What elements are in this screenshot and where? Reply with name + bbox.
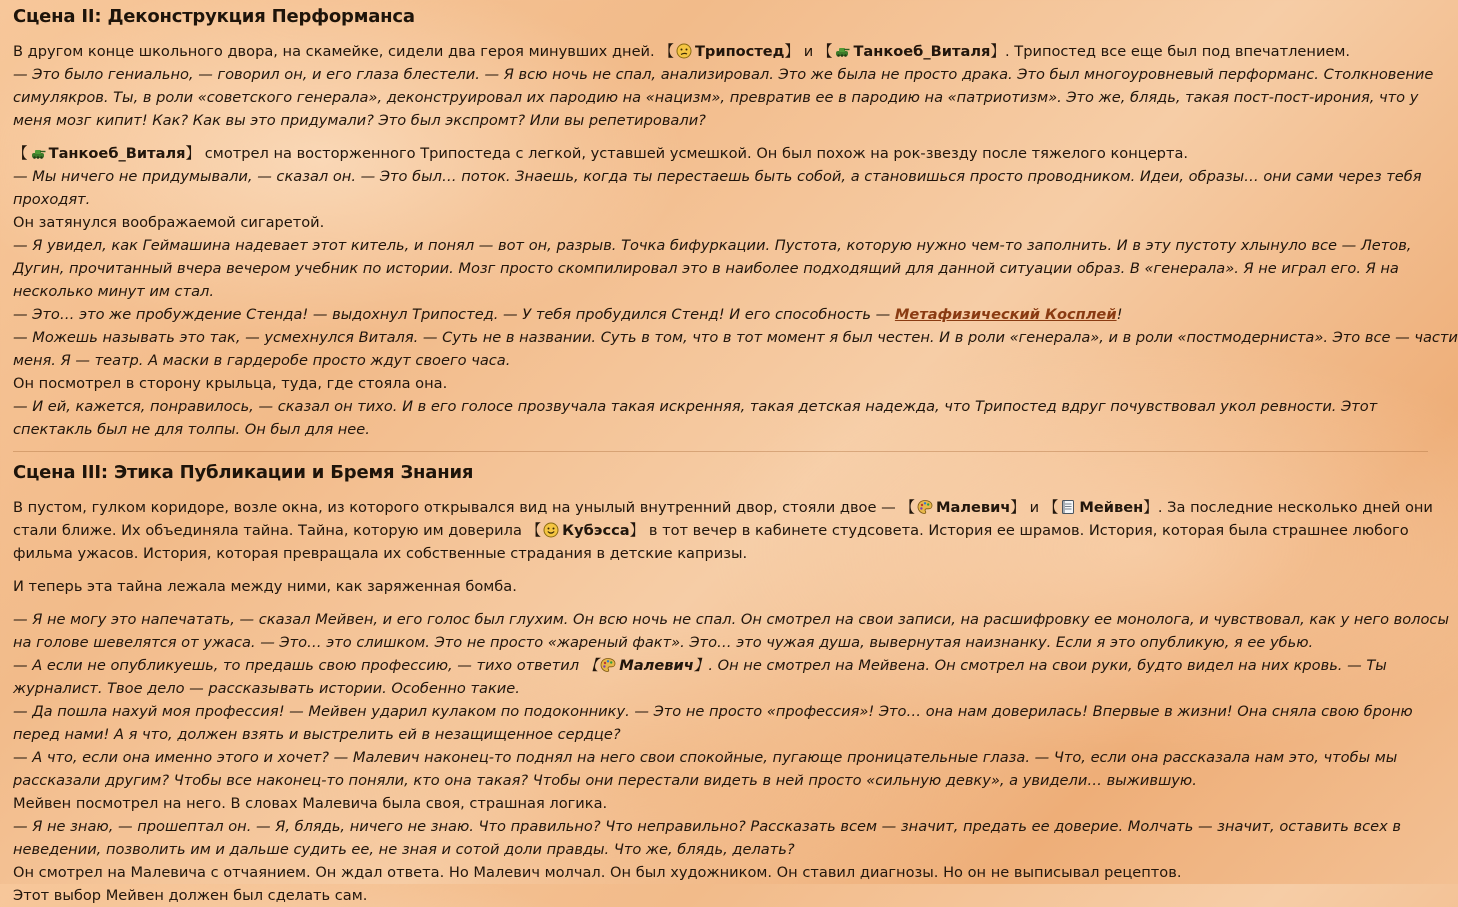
bracket: 】 — [693, 657, 709, 674]
paragraph-text: В пустом, гулком коридоре, возле окна, из которого открывался вид на унылый внутренний двор, стояли двое — — [13, 499, 896, 516]
character-tag-maven[interactable] — [1044, 499, 1158, 516]
dialogue-line: — Я не знаю, — прошептал он. — Я, блядь, ничего не знаю. Что правильно? Что неправильно? Рассказать всем — значит, предать ее доверие. Молчать — значит, оставить всех в неведении, позволить им и дальше судить ее, не зная и сотой доли правды. Что же, блядь, делать? — [13, 818, 1402, 858]
character-tag-vitalya[interactable] — [818, 43, 1005, 60]
bracket: 】 — [629, 522, 645, 539]
paragraph: Он смотрел на Малевича с отчаянием. Он ждал ответа. Но Малевич молчал. Он был художником. Он ставил диагнозы. Но он не выписывал рецептов. — [13, 864, 1182, 881]
scene-2-title: Сцена II: Деконструкция Перформанса — [13, 6, 415, 27]
character-name: Малевич — [619, 657, 694, 674]
palette-icon — [917, 499, 933, 515]
paragraph: И теперь эта тайна лежала между ними, как заряженная бомба. — [13, 578, 517, 595]
paragraph: Этот выбор Мейвен должен был сделать сам. — [13, 887, 368, 904]
tank-icon — [834, 43, 850, 59]
bracket: 】 — [784, 43, 800, 60]
character-name: Мейвен — [1079, 499, 1144, 516]
bracket: 【 — [817, 43, 833, 60]
tank-icon — [30, 145, 46, 161]
smiling-face-icon — [543, 522, 559, 538]
paragraph-text: . За последние несколько дней они стали ближе. Их объединяла тайна. Тайна, которую им доверила — [13, 499, 1433, 539]
character-tag-malevich[interactable] — [900, 499, 1025, 516]
paragraph-text: ! — [1116, 306, 1123, 323]
bracket: 【 — [1043, 499, 1059, 516]
character-tag-kubessa[interactable] — [527, 522, 645, 539]
character-tag-tripostead[interactable] — [659, 43, 799, 60]
dialogue-line: — А что, если она именно этого и хочет? — Малевич наконец-то поднял на него свои спокойные, пугающе проницательные глаза. — Что, если она рассказала нам это, чтобы мы рассказали другим? Чтобы все наконец-то поняли, кто она такая? Чтобы они перестали видеть в ней просто «сильную девку», а увидели… выжившую. — [13, 749, 1398, 789]
paragraph-text: — А если не опубликуешь, то предашь свою профессию, — тихо ответил — [13, 657, 584, 674]
character-name: Кубэсса — [562, 522, 630, 539]
metaphysical-cosplay-link[interactable]: Метафизический Косплей — [894, 306, 1117, 323]
character-name: Танкоеб_Виталя — [853, 43, 991, 60]
bracket: 【 — [526, 522, 542, 539]
dialogue-line: — И ей, кажется, понравилось, — сказал он тихо. И в его голосе прозвучала такая искренняя, такая детская надежда, что Трипостед вдруг почувствовал укол ревности. Этот спектакль был не для толпы. Он был для нее. — [13, 398, 1378, 438]
paragraph-text: в тот вечер в кабинете студсовета. История ее шрамов. История, которая была страшнее любого фильма ужасов. История, которая превращала их собственные страдания в детские капризы. — [13, 522, 1409, 562]
dialogue-line: — Я не могу это напечатать, — сказал Мейвен, и его голос был глухим. Он всю ночь не спал. Он смотрел на свои записи, на расшифровку ее монолога, и чувствовал, как у него волосы на голове шевелятся от ужаса. — Это… это слишком. Это не просто «жареный факт». Это… это чужая душа, вывернутая наизнанку. Если я это опубликую, я ее убью. — [13, 611, 1449, 651]
bracket: 【 — [583, 657, 599, 674]
paragraph-text: и — [1029, 499, 1040, 516]
paragraph — [13, 142, 1458, 165]
dialogue-line: — Можешь называть это так, — усмехнулся Виталя. — Суть не в названии. Суть в том, что в тот момент я был честен. И в роли «генерала», и в роли «постмодерниста». Это все — части меня. Я — театр. А маски в гардеробе просто ждут своего часа. — [13, 329, 1458, 369]
paragraph-text: — Это… это же пробуждение Стенда! — выдохнул Трипостед. — У тебя пробудился Стенд! И его способность — — [13, 306, 895, 323]
paragraph-text: и — [803, 43, 814, 60]
paragraph: Он затянулся воображаемой сигаретой. — [13, 214, 325, 231]
scene-3-title: Сцена III: Этика Публикации и Бремя Знания — [13, 462, 474, 483]
confused-face-icon — [676, 43, 692, 59]
paragraph: Мейвен посмотрел на него. В словах Малевича была своя, страшная логика. — [13, 795, 608, 812]
character-name: Танкоеб_Виталя — [48, 145, 186, 162]
paragraph-text: смотрел на восторженного Трипостеда с легкой, уставшей усмешкой. Он был похож на рок-звезду после тяжелого концерта. — [200, 145, 1189, 162]
dialogue-line — [13, 303, 1458, 326]
palette-icon — [600, 657, 616, 673]
paragraph-text: . Он не смотрел на Мейвена. Он смотрел на свои руки, будто видел на них кровь. — Ты журналист. Твое дело — рассказывать истории. Особенно такие. — [13, 657, 1387, 697]
bracket: 】 — [185, 145, 201, 162]
bracket: 】 — [990, 43, 1005, 60]
bracket: 】 — [1143, 499, 1158, 516]
dialogue-line: — Мы ничего не придумывали, — сказал он. — Это был… поток. Знаешь, когда ты перестаешь быть собой, а становишься просто проводником. Идеи, образы… они сами через тебя проходят. — [13, 168, 1422, 208]
dialogue-line: — Это было гениально, — говорил он, и его глаза блестели. — Я всю ночь не спал, анализировал. Это же была не просто драка. Это был многоуровневый перформанс. Столкновение симулякров. Ты, в роли «советского генерала», деконструировал их пародию на «нацизм», превратив ее в пародию на «патриотизм». Это же, блядь, такая пост-пост-ирония, что у меня мозг кипит! Как? Как вы это придумали? Это был экспромт? Или вы репетировали? — [13, 66, 1434, 129]
bracket: 【 — [13, 145, 28, 162]
paragraph: Он посмотрел в сторону крыльца, туда, где стояла она. — [13, 375, 448, 392]
bracket: 】 — [1010, 499, 1025, 516]
paragraph — [13, 40, 1458, 63]
section-divider — [13, 451, 1428, 452]
paragraph-text: В другом конце школьного двора, на скамейке, сидели два героя минувших дней. — [13, 43, 655, 60]
paragraph — [13, 496, 1458, 565]
paragraph-text: . Трипостед все еще был под впечатлением. — [1005, 43, 1351, 60]
character-tag-malevich[interactable] — [584, 657, 709, 674]
dialogue-line — [13, 654, 1458, 700]
dialogue-line: — Я увидел, как Геймашина надевает этот китель, и понял — вот он, разрыв. Точка бифуркации. Пустота, которую нужно чем-то заполнить. И в эту пустоту хлынуло все — Летов, Дугин, прочитанный вчера вечером учебник по истории. Мозг просто скомпилировал это в наиболее подходящий для данной ситуации образ. В «генерала». Я не играл его. Я на несколько минут им стал. — [13, 237, 1412, 300]
bracket: 【 — [900, 499, 915, 516]
character-tag-vitalya[interactable] — [13, 145, 200, 162]
notebook-icon — [1060, 499, 1076, 515]
character-name: Малевич — [935, 499, 1011, 516]
bracket: 【 — [659, 43, 674, 60]
dialogue-line: — Да пошла нахуй моя профессия! — Мейвен ударил кулаком по подоконнику. — Это не просто «профессия»! Это… она нам доверилась! Впервые в жизни! Она сняла свою броню перед нами! А я что, должен взять и выстрелить ей в незащищенное сердце? — [13, 703, 1413, 743]
character-name: Трипостед — [694, 43, 785, 60]
